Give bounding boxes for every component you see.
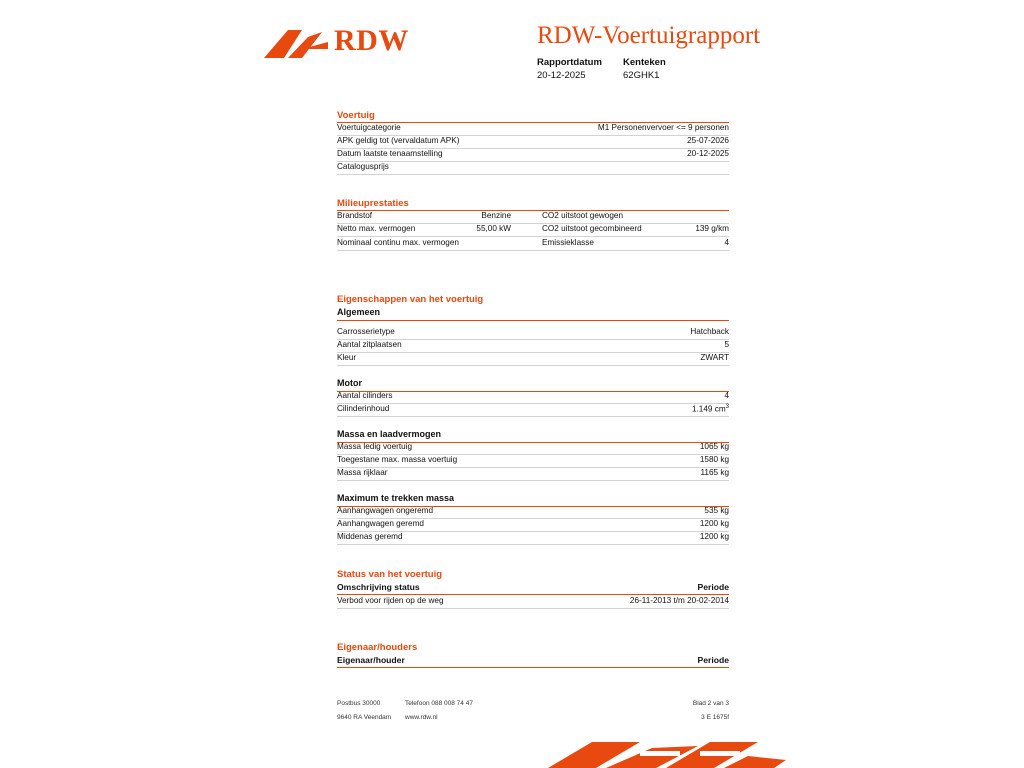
row-label-right: CO2 uitstoot gecombineerd xyxy=(542,224,642,233)
row-value-right: 139 g/km xyxy=(695,224,729,233)
footer-address-line2: 9640 RA Veendam xyxy=(337,714,392,721)
row-value: M1 Personenvervoer <= 9 personen xyxy=(597,123,729,132)
section-title-status: Status van het voertuig xyxy=(337,569,443,580)
row-value-left: Benzine xyxy=(481,211,511,220)
row-value: 1200 kg xyxy=(699,519,729,528)
report-date-label: Rapportdatum xyxy=(537,57,602,68)
row-value: 20-12-2025 xyxy=(687,149,729,158)
divider xyxy=(337,594,729,595)
row-value: 26-11-2013 t/m 20-02-2014 xyxy=(629,596,729,605)
footer-row-1 xyxy=(337,700,729,712)
row-value: Hatchback xyxy=(690,327,729,336)
row-label: Toegestane max. massa voertuig xyxy=(337,455,458,464)
row-label-right: CO2 uitstoot gewogen xyxy=(542,211,624,220)
column-header-periode: Periode xyxy=(697,582,729,592)
row-value-right: 4 xyxy=(724,238,729,247)
row-value xyxy=(692,404,729,414)
subsection-title-algemeen: Algemeen xyxy=(337,307,381,317)
row-value: 5 xyxy=(724,340,729,349)
footer-website-link[interactable]: www.rdw.nl xyxy=(405,714,438,721)
row-label: APK geldig tot (vervaldatum APK) xyxy=(337,136,460,145)
row-label: Cilinderinhoud xyxy=(337,404,390,413)
divider xyxy=(337,236,729,237)
row-value: 1200 kg xyxy=(699,532,729,541)
divider xyxy=(337,667,729,668)
footer-row-2 xyxy=(337,714,729,726)
rdw-logo-text: RDW xyxy=(334,24,409,57)
divider xyxy=(337,250,729,251)
column-header-eigenaar: Eigenaar/houder xyxy=(337,655,405,665)
divider xyxy=(337,365,729,366)
row-value: 1165 kg xyxy=(700,468,729,477)
row-label: Aantal zitplaatsen xyxy=(337,340,402,349)
row-value: 1065 kg xyxy=(699,442,729,451)
row-label: Netto max. vermogen xyxy=(337,224,416,233)
page-title: RDW-Voertuigrapport xyxy=(537,22,761,49)
row-label: Aanhangwagen geremd xyxy=(337,519,424,528)
section-title-eigenaar-houders: Eigenaar/houders xyxy=(337,642,418,653)
row-label-right: Emissieklasse xyxy=(542,238,594,247)
row-label: Brandstof xyxy=(337,211,373,220)
section-title-eigenschappen: Eigenschappen van het voertuig xyxy=(337,294,484,305)
row-label: Middenas geremd xyxy=(337,532,403,541)
row-label: Massa ledig voertuig xyxy=(337,442,413,451)
license-label: Kenteken xyxy=(623,57,666,68)
section-title-voertuig: Voertuig xyxy=(337,110,375,121)
header-meta xyxy=(537,57,787,81)
subsection-title-massa: Massa en laadvermogen xyxy=(337,429,442,439)
rdw-logo xyxy=(262,22,409,66)
section-title-milieuprestaties: Milieuprestaties xyxy=(337,198,409,209)
footer-swoosh-graphic xyxy=(548,742,786,768)
subsection-title-trekken: Maximum te trekken massa xyxy=(337,493,455,503)
row-value: ZWART xyxy=(700,353,729,362)
footer-page-number: Blad 2 van 3 xyxy=(692,700,729,707)
row-value-superscript: 3 xyxy=(725,404,729,410)
divider xyxy=(337,608,729,609)
license-block xyxy=(623,57,666,81)
rdw-footer-swoosh-icon xyxy=(548,742,786,768)
footer-address-line1: Postbus 30000 xyxy=(337,700,381,707)
divider xyxy=(337,320,729,321)
row-label: Kleur xyxy=(337,353,357,362)
report-date-value: 20-12-2025 xyxy=(537,70,586,81)
row-value-left: 55,00 kW xyxy=(476,224,511,233)
row-value-text: 1.149 cm xyxy=(691,404,726,414)
footer-phone: Telefoon 088 008 74 47 xyxy=(405,700,473,707)
divider xyxy=(337,416,729,417)
row-label: Aantal cilinders xyxy=(337,391,393,400)
row-value: 25-07-2026 xyxy=(687,136,729,145)
row-label: Massa rijklaar xyxy=(337,468,388,477)
report-date-block xyxy=(537,57,623,81)
row-value: 4 xyxy=(724,391,729,400)
rdw-swoosh-logo-icon xyxy=(262,28,330,62)
column-header-periode: Periode xyxy=(697,655,729,665)
row-label: Voertuigcategorie xyxy=(337,123,401,132)
row-label: Catalogusprijs xyxy=(337,162,389,171)
divider xyxy=(337,480,729,481)
column-header-omschrijving: Omschrijving status xyxy=(337,582,420,592)
row-value: 535 kg xyxy=(704,506,729,515)
row-label: Nominaal continu max. vermogen xyxy=(337,238,459,247)
row-label: Datum laatste tenaamstelling xyxy=(337,149,443,158)
row-label: Aanhangwagen ongeremd xyxy=(337,506,434,515)
row-label: Carrosserietype xyxy=(337,327,395,336)
row-label: Verbod voor rijden op de weg xyxy=(337,596,444,605)
subsection-title-motor: Motor xyxy=(337,378,362,388)
divider xyxy=(337,544,729,545)
license-value: 62GHK1 xyxy=(623,70,660,81)
row-value: 1580 kg xyxy=(699,455,729,464)
footer-form-code: 3 E 1675f xyxy=(701,714,729,721)
divider xyxy=(337,174,729,175)
